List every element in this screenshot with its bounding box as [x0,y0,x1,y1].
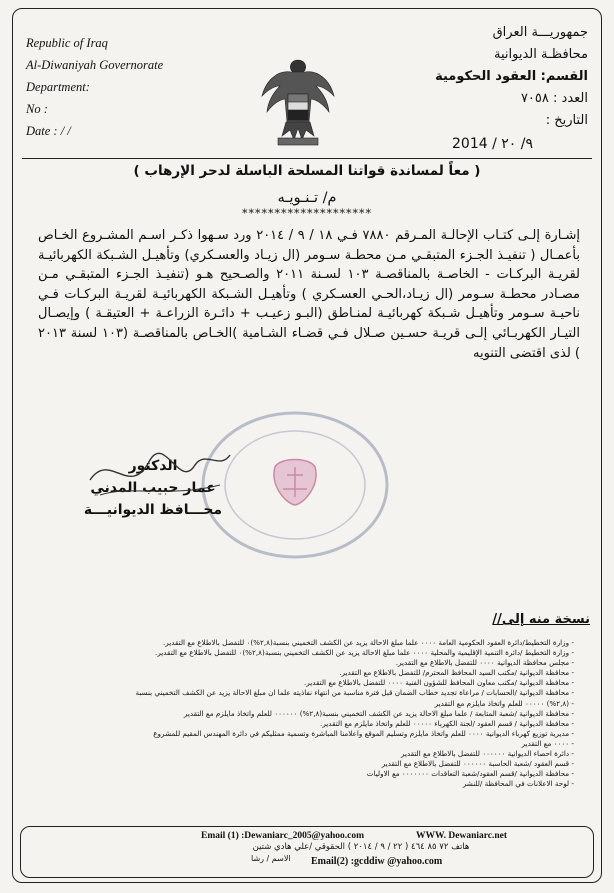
distribution-item: - وزارة التخطيط /دائرة التنمية الإقليمية والمحلية ٠٠٠٠ علما مبلغ الاحالة يزيد عن الكشف التخميني بنسبة(٢,٨%)٠ للتفضل بالاطلاع مع التقدير. [40,648,574,658]
footer-box [20,826,594,878]
distribution-item: - قسم العقود /شعبة الحاسبة ٠٠٠٠٠٠ للتفضل بالاطلاع مع التقدير [40,759,574,769]
distribution-item: - مديرية توزيع كهرباء الديوانية ٠٠٠٠ للعلم واتخاذ مايلزم وتسليم الموقع واعلامنا المباشرة وتسمية ممثليكم في دائرة المهندس المقيم للمشروع [40,729,574,739]
header-republic-en: Republic of Iraq [26,36,108,50]
distribution-item: - وزارة التخطيط/دائرة العقود الحكومية العامة ٠٠٠٠ علما مبلغ الاحالة يزيد عن الكشف التخميني بنسبة(٢,٨%)٠ للتفضل بالاطلاع مع التقدير. [40,638,574,648]
distribution-item: - دائرة احصاء الديوانية ٠٠٠٠٠٠ للتفضل بالاطلاع مع التقدير [40,749,574,759]
header-rule [22,158,592,159]
header-date-en: Date : / / [26,124,71,138]
distribution-item: - محافظة الديوانية /مكتب معاون المحافظ للشؤون الفنية ٠٠٠٠ للتفضل بالاطلاع مع التقدير. [40,678,574,688]
footer-website: WWW. Dewaniarc.net [416,831,508,841]
footer-email-2: Email(2) :gcddiw @yahoo.com [311,856,443,867]
distribution-item: - محافظة الديوانية /قسم العقود/شعبة التعاقدات ٠٠٠٠٠٠٠ مع الاوليات [40,769,574,779]
copy-to-heading: نسخة منه إلى// [492,612,590,627]
stars-divider: ******************** [242,207,372,220]
header-left [26,32,163,142]
distribution-item: - لوحة الاعلانات في المحافظة /للنشر [40,779,574,789]
footer-email-1: Email (1) :Dewaniarc_2005@yahoo.com [201,831,365,841]
header-department-en: Department: [26,80,90,94]
distribution-item: - ٠٠٠٠ مع التقدير [40,739,574,749]
handwritten-date: 2014 / ٩/ ٢٠ [452,136,533,152]
distribution-item: - محافظة الديوانية / قسم العقود /لجنة الكهرباء ٠٠٠٠٠ للعلم واتخاذ مايلزم مع التقدير. [40,719,574,729]
distribution-item: - مجلس محافظة الديوانية ٠٠٠٠ للتفضل بالاطلاع مع التقدير. [40,658,574,668]
header-governorate-en: Al-Diwaniyah Governorate [26,58,164,72]
header-department-ar: القسم: العقود الحكومية [435,69,588,84]
signature-position: محـــافظ الديوانيـــة [83,502,223,518]
footer-names: الاسم / رشا [251,854,291,863]
header-no-en: No : [26,102,48,116]
distribution-item: - (٢,٨%) ٠٠٠٠٠ للعلم واتخاذ مايلزم مع التقدير [40,699,574,709]
header-number-ar: العدد : ٧٠٥٨ [520,91,588,106]
distribution-item: - محافظة الديوانية /مكتب السيد المحافظ المحترم/ للتفضل بالاطلاع مع التقدير. [40,668,574,678]
header-date-ar [435,110,588,132]
distribution-list [40,638,574,789]
footer-phone: هاتف ٧٢ ٨٥ ٤٦٤ ( ٢٢ / ٩ / ٢٠١٤ ) الحقوقي /علي هادي شتين [252,842,470,852]
iraq-emblem-icon [258,52,338,152]
signature-name: عمار حبيب المدني [90,480,216,496]
signature-title: الدكتور [128,458,178,474]
header-governorate-ar: محافظـة الديوانية [494,47,588,62]
signature-scribble-icon [80,440,240,510]
distribution-item: - محافظة الديوانية /الحسابات / مراعاة تجديد خطاب الضمان قبل فترة مناسبة من انتهاء نفاذيته علما ان مبلغ الاحالة يزيد عن الكشف التخميني بنسبة [40,688,574,698]
date-label-ar: التاريخ : [545,113,588,128]
distribution-item: - محافظة الديوانية /شعبة المتابعة / علما مبلغ الاحالة يزيد عن الكشف التخميني بنسبة(٢,٨%) ٠٠٠٠٠٠ للعلم واتخاذ مايلزم مع التقدير [40,709,574,719]
subject: م/ تـنـويـه [277,190,337,206]
header-republic-ar: جمهوريـــة العراق [492,25,588,40]
letter-body: إشـارة إلـى كتـاب الإحالـة المـرقم ٧٨٨٠ فـي ١٨ / ٩ / ٢٠١٤ ورد سـهوا ذكـر اسـم المشـروع الخـاص بأعمـال ( تنفيـذ الجـزء المتبقـي مـن محطـة سـومر (ال زيـاد والعسـكري) وتأهيـل الشـبكة الكهربائيـة لقريـة البركـات - الخاصـة بالمناقصـة ١٠٣ لسـنة ٢٠١١ والصـحيح هـو (تنفيـذ الجـزء المتبقـي مـن مصـادر محطـة سـومر (ال زيـاد،الحـي العسـكري ) وتأهيـل الشـبكة الكهربائيـة لقريـة البركـات فـي ناحيـة سـومر وتأهيـل شـبكة كهربائيـة لمنـاطق (البـو زعيـب + دائـرة الزراعـة + العتيقـة ) وإيصـال التيـار الكهربـائي إلـى قريـة حسـين صـلال فـي قضـاء الشـامية )الخـاص بالمناقصـة (١٠٣ لسنة ٢٠١٣ ) لذى اقتضى التنويه [38,228,581,361]
header-right [435,22,588,132]
slogan: ( معاً لمساندة قواتنا المسلحة الباسلة لدحر الإرهاب ) [133,163,481,179]
